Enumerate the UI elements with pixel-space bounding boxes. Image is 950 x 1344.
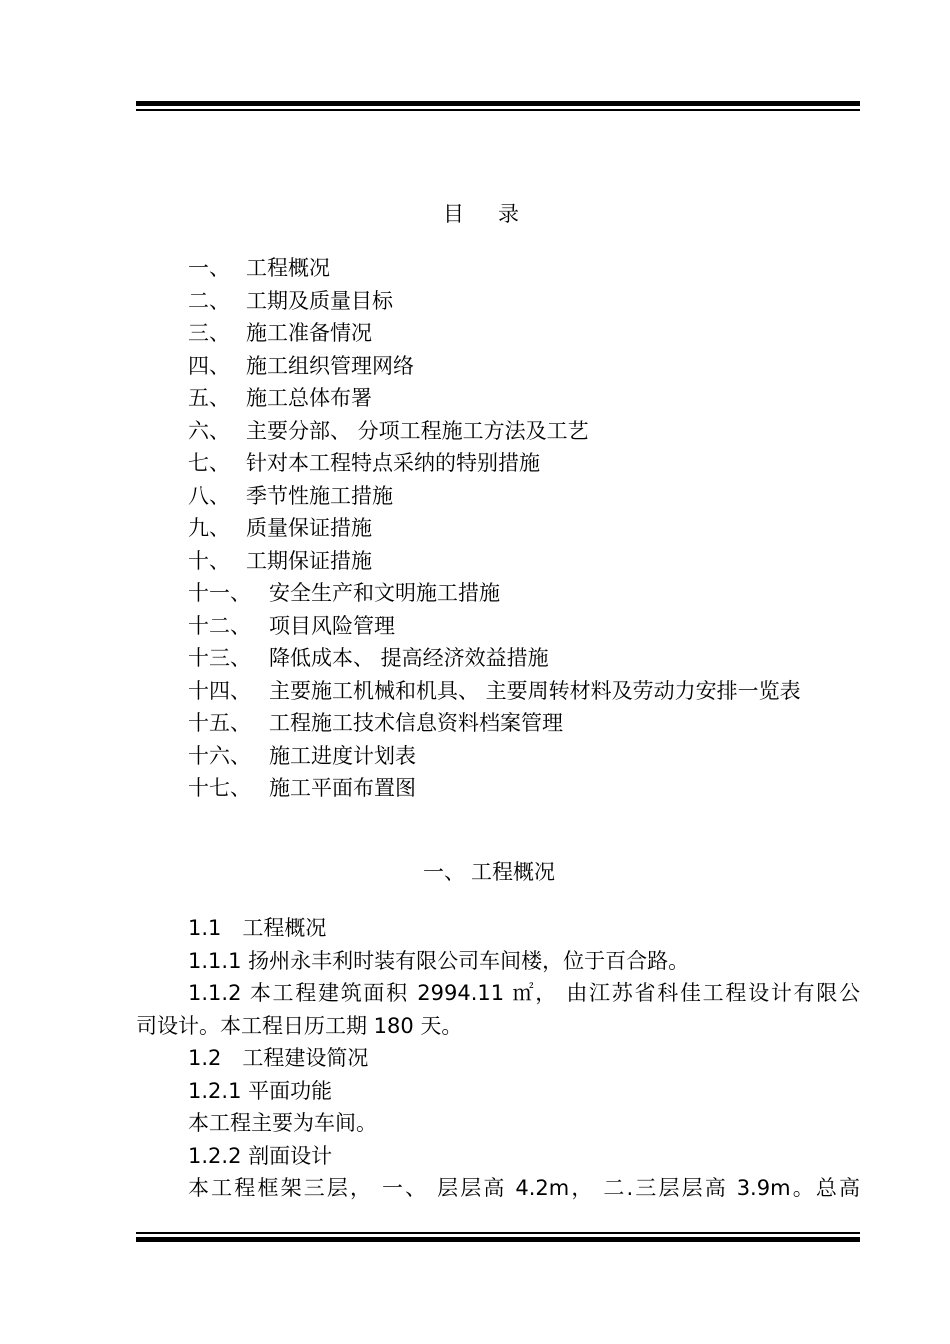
section-body <box>136 912 860 1205</box>
toc-item: 一、 工程概况 <box>188 256 330 280</box>
body-line: 1.1.1 扬州永丰利时装有限公司车间楼，位于百合路。 <box>188 948 690 973</box>
toc-item: 二、 工期及质量目标 <box>188 288 393 313</box>
toc-item: 九、 质量保证措施 <box>188 516 372 540</box>
toc-item: 三、 施工准备情况 <box>188 321 372 345</box>
toc-item: 四、 施工组织管理网络 <box>188 353 414 378</box>
toc-item: 十二、 项目风险管理 <box>188 613 395 638</box>
header-rule <box>136 101 860 111</box>
section-number: 一、 <box>423 860 465 884</box>
footer-rule <box>136 1232 860 1242</box>
body-line: 本工程框架三层， 一、 层层高 4.2m， 二.三层层高 3.9m。总高 <box>188 1176 860 1200</box>
toc-item: 十一、 安全生产和文明施工措施 <box>188 581 500 605</box>
toc-item: 八、 季节性施工措施 <box>188 483 393 508</box>
toc-item: 十七、 施工平面布置图 <box>188 776 416 800</box>
body-line: 本工程主要为车间。 <box>188 1111 377 1135</box>
body-line: 司设计。本工程日历工期 180 天。 <box>136 1013 463 1038</box>
section-heading <box>423 856 555 886</box>
body-line: 1.1.2 本工程建筑面积 2994.11 ㎡， 由江苏省科佳工程设计有限公 <box>188 981 860 1005</box>
toc-list <box>188 252 801 805</box>
toc-item: 五、 施工总体布署 <box>188 386 372 410</box>
toc-item: 十、 工期保证措施 <box>188 548 372 573</box>
toc-title: 目录 <box>443 202 553 226</box>
body-line: 1.1 工程概况 <box>188 916 327 940</box>
toc-item: 十五、 工程施工技术信息资料档案管理 <box>188 711 563 735</box>
toc-item: 七、 针对本工程特点采纳的特别措施 <box>188 451 540 475</box>
toc-item: 十三、 降低成本、 提高经济效益措施 <box>188 646 549 670</box>
toc-item: 十四、 主要施工机械和机具、 主要周转材料及劳动力安排一览表 <box>188 678 801 703</box>
toc-item: 六、 主要分部、 分项工程施工方法及工艺 <box>188 418 589 443</box>
toc-item: 十六、 施工进度计划表 <box>188 743 416 768</box>
body-line: 1.2.1 平面功能 <box>188 1078 333 1103</box>
body-line: 1.2 工程建设简况 <box>188 1046 369 1070</box>
body-line: 1.2.2 剖面设计 <box>188 1143 333 1168</box>
section-title: 工程概况 <box>471 860 555 884</box>
